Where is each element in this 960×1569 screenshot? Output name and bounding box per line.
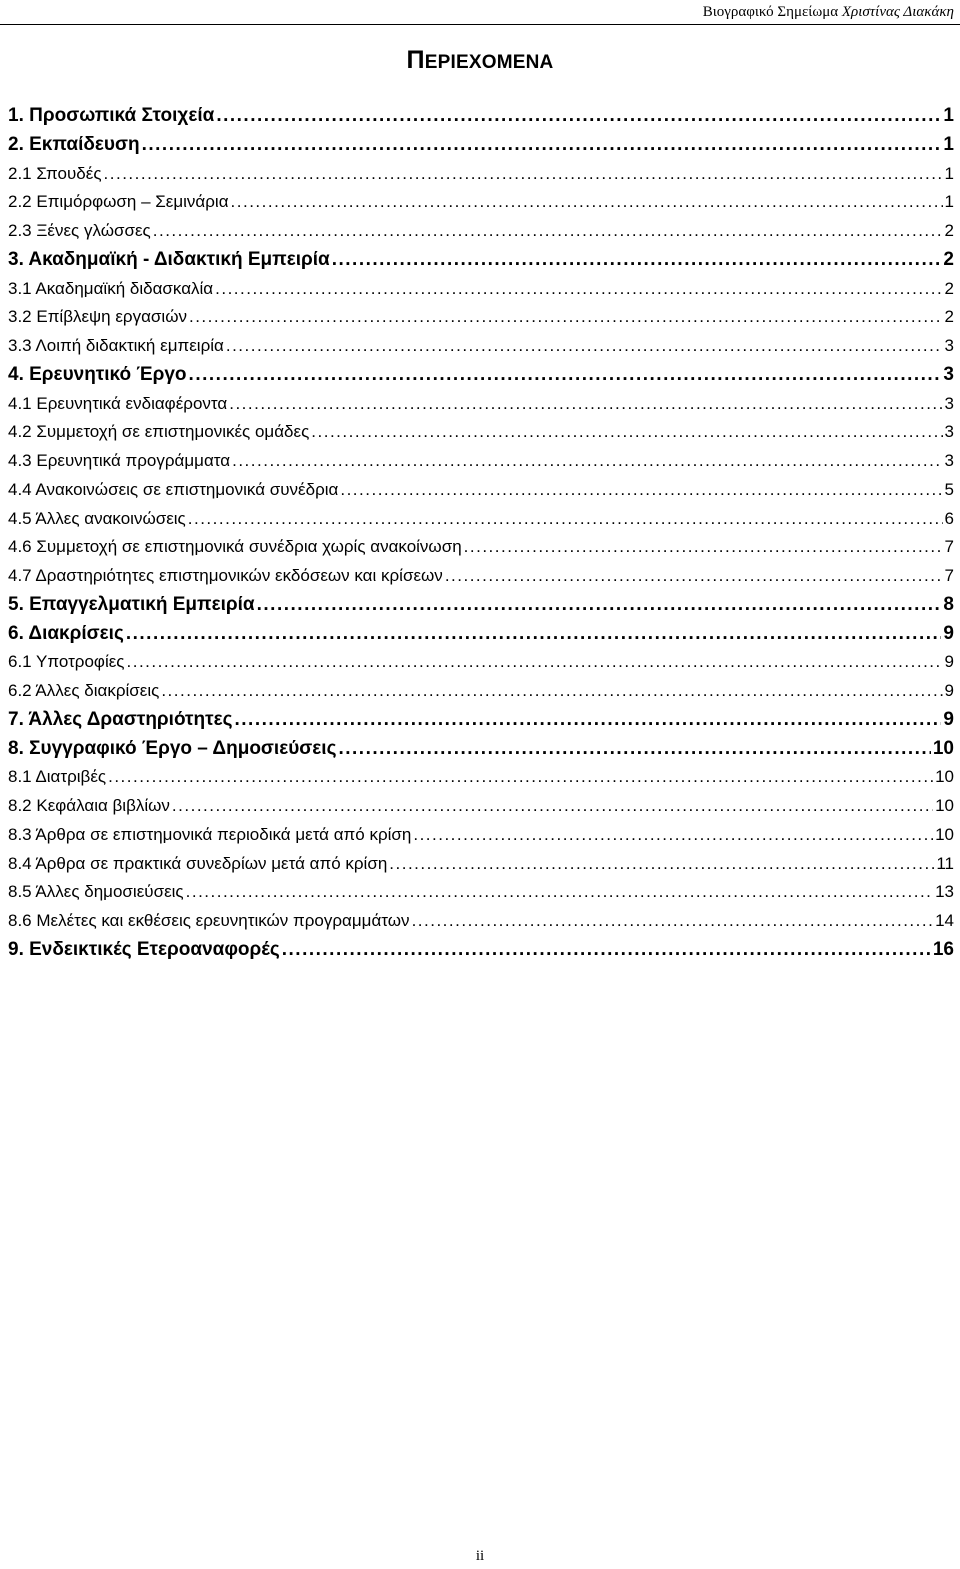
toc-dot-leader	[282, 936, 931, 965]
toc-entry-page-number: 10	[932, 737, 954, 759]
toc-entry-page-number: 2	[943, 248, 954, 270]
toc-title-initial: Π	[406, 46, 425, 74]
header-italic-text: Χριστίνας Διακάκη	[841, 4, 954, 20]
toc-entry-page-number: 3	[943, 363, 954, 385]
toc-entry-page-number: 1	[943, 105, 954, 126]
toc-dot-leader	[257, 591, 942, 620]
toc-entry[interactable]	[8, 936, 954, 965]
toc-dot-leader	[104, 160, 943, 189]
toc-dot-leader	[188, 505, 943, 534]
toc-entry-label: 1. Προσωπικά Στοιχεία	[8, 105, 215, 126]
toc-entry-page-number: 14	[935, 911, 954, 930]
toc-entry-label: 8. Συγγραφικό Έργο – Δημοσιεύσεις	[8, 737, 337, 759]
toc-entry-label: 8.4 Άρθρα σε πρακτικά συνεδρίων μετά από κρίση	[8, 853, 388, 873]
toc-dot-leader	[413, 821, 933, 850]
toc-entry[interactable]	[8, 533, 954, 562]
toc-dot-leader	[153, 217, 943, 246]
toc-entry-label: 4.7 Δραστηριότητες επιστημονικών εκδόσεων και κρίσεων	[8, 566, 443, 585]
toc-entry[interactable]	[8, 131, 954, 160]
toc-entry-page-number: 13	[935, 882, 954, 902]
toc-entry-label: 2.2 Επιμόρφωση – Σεμινάρια	[8, 192, 229, 212]
toc-entry[interactable]	[8, 217, 954, 246]
toc-entry-page-number: 3	[944, 393, 954, 413]
toc-entry-label: 3.3 Λοιπή διδακτική εμπειρία	[8, 336, 224, 355]
toc-dot-leader	[108, 763, 933, 792]
toc-entry-page-number: 2	[944, 278, 954, 298]
toc-entry-label: 6.1 Υποτροφίες	[8, 652, 125, 672]
toc-title-rest: ΕΡΙΕΧΟΜΕΝΑ	[424, 52, 554, 73]
toc-entry-page-number: 6	[944, 508, 954, 528]
toc-dot-leader	[332, 246, 942, 275]
toc-entry-page-number: 10	[935, 796, 954, 815]
toc-entry-page-number: 9	[943, 708, 954, 730]
toc-entry[interactable]	[8, 850, 954, 879]
toc-entry-page-number: 3	[944, 451, 954, 470]
toc-entry-page-number: 5	[944, 479, 954, 499]
toc-entry-page-number: 7	[944, 537, 954, 557]
toc-entry[interactable]	[8, 763, 954, 792]
toc-entry[interactable]	[8, 160, 954, 189]
toc-entry[interactable]	[8, 505, 954, 534]
toc-entry-label: 4.3 Ερευνητικά προγράμματα	[8, 451, 231, 470]
toc-entry-label: 2.3 Ξένες γλώσσες	[8, 221, 151, 240]
toc-entry-label: 4. Ερευνητικό Έργο	[8, 363, 187, 385]
toc-entry-label: 3.2 Επίβλεψη εργασιών	[8, 307, 187, 327]
toc-entry-page-number: 16	[932, 938, 954, 960]
toc-dot-leader	[215, 275, 942, 304]
header-plain-text: Βιογραφικό Σημείωμα	[702, 4, 839, 20]
toc-entry-page-number: 11	[936, 853, 954, 873]
toc-dot-leader	[186, 878, 933, 907]
toc-entry-label: 4.5 Άλλες ανακοινώσεις	[8, 508, 186, 528]
toc-entry-label: 3. Ακαδημαϊκή - Διδακτική Εμπειρία	[8, 248, 330, 270]
toc-dot-leader	[216, 102, 941, 131]
toc-entry[interactable]	[8, 677, 954, 706]
toc-title	[0, 46, 960, 75]
toc-entry[interactable]	[8, 246, 954, 275]
page-number: ii	[475, 1548, 485, 1564]
toc-entry[interactable]	[8, 792, 954, 821]
header-rule	[0, 24, 960, 25]
toc-entry[interactable]	[8, 303, 954, 332]
toc-entry-label: 5. Επαγγελματική Εμπειρία	[8, 593, 255, 615]
table-of-contents	[8, 102, 954, 965]
toc-entry-page-number: 10	[935, 824, 954, 844]
toc-dot-leader	[161, 677, 942, 706]
toc-entry-label: 2.1 Σπουδές	[8, 163, 102, 183]
toc-entry-page-number: 1	[943, 133, 954, 155]
toc-entry-label: 4.2 Συμμετοχή σε επιστημονικές ομάδες	[8, 422, 310, 442]
toc-entry-label: 8.6 Μελέτες και εκθέσεις ερευνητικών προγραμμάτων	[8, 911, 410, 930]
toc-dot-leader	[229, 390, 942, 419]
toc-dot-leader	[412, 907, 934, 936]
toc-entry-label: 8.2 Κεφάλαια βιβλίων	[8, 796, 170, 815]
toc-dot-leader	[226, 332, 943, 361]
toc-dot-leader	[189, 303, 943, 332]
toc-entry-page-number: 8	[943, 593, 954, 615]
toc-entry-page-number: 9	[944, 681, 954, 700]
toc-entry[interactable]	[8, 188, 954, 217]
toc-entry-label: 8.5 Άλλες δημοσιεύσεις	[8, 882, 184, 902]
toc-entry-page-number: 1	[944, 163, 954, 183]
toc-entry[interactable]	[8, 907, 954, 936]
toc-entry-label: 3.1 Ακαδημαϊκή διδασκαλία	[8, 278, 214, 298]
toc-entry-label: 4.4 Ανακοινώσεις σε επιστημονικά συνέδρια	[8, 479, 339, 499]
toc-dot-leader	[232, 447, 942, 476]
toc-dot-leader	[142, 131, 942, 160]
toc-entry-page-number: 1	[944, 192, 954, 212]
toc-entry[interactable]	[8, 735, 954, 764]
toc-entry-label: 2. Εκπαίδευση	[8, 133, 140, 155]
toc-entry[interactable]	[8, 447, 954, 476]
toc-entry[interactable]	[8, 102, 954, 131]
toc-entry-page-number: 9	[944, 652, 954, 672]
toc-dot-leader	[127, 648, 943, 677]
toc-entry[interactable]	[8, 476, 954, 505]
toc-dot-leader	[172, 792, 933, 821]
toc-entry[interactable]	[8, 706, 954, 735]
toc-dot-leader	[189, 361, 942, 390]
toc-dot-leader	[126, 620, 942, 649]
toc-dot-leader	[389, 850, 934, 879]
toc-dot-leader	[311, 418, 942, 447]
toc-entry-label: 9. Ενδεικτικές Ετεροαναφορές	[8, 938, 280, 960]
toc-dot-leader	[235, 706, 942, 735]
toc-entry[interactable]	[8, 332, 954, 361]
toc-entry-page-number: 10	[935, 767, 954, 787]
toc-dot-leader	[340, 476, 942, 505]
toc-entry-label: 4.6 Συμμετοχή σε επιστημονικά συνέδρια χωρίς ανακοίνωση	[8, 537, 462, 557]
toc-entry[interactable]	[8, 418, 954, 447]
toc-entry[interactable]	[8, 591, 954, 620]
toc-entry-label: 4.1 Ερευνητικά ενδιαφέροντα	[8, 393, 228, 413]
toc-entry[interactable]	[8, 648, 954, 677]
toc-entry[interactable]	[8, 275, 954, 304]
toc-dot-leader	[231, 188, 943, 217]
toc-entry-page-number: 2	[944, 307, 954, 327]
toc-entry-page-number: 3	[944, 336, 954, 355]
toc-entry[interactable]	[8, 361, 954, 390]
toc-entry[interactable]	[8, 562, 954, 591]
toc-entry-page-number: 9	[943, 622, 954, 644]
toc-entry-page-number: 2	[944, 221, 954, 240]
toc-dot-leader	[445, 562, 943, 591]
toc-entry[interactable]	[8, 878, 954, 907]
toc-entry-label: 8.1 Διατριβές	[8, 767, 107, 787]
running-header	[703, 4, 954, 21]
toc-entry-label: 6.2 Άλλες διακρίσεις	[8, 681, 160, 700]
toc-entry[interactable]	[8, 390, 954, 419]
toc-entry-label: 7. Άλλες Δραστηριότητες	[8, 708, 233, 730]
toc-dot-leader	[338, 735, 930, 764]
toc-entry-page-number: 3	[944, 422, 954, 442]
toc-entry-label: 8.3 Άρθρα σε επιστημονικά περιοδικά μετά από κρίση	[8, 824, 412, 844]
toc-entry-label: 6. Διακρίσεις	[8, 622, 124, 644]
toc-entry-page-number: 7	[944, 566, 954, 585]
toc-entry[interactable]	[8, 821, 954, 850]
toc-dot-leader	[464, 533, 943, 562]
toc-entry[interactable]	[8, 620, 954, 649]
